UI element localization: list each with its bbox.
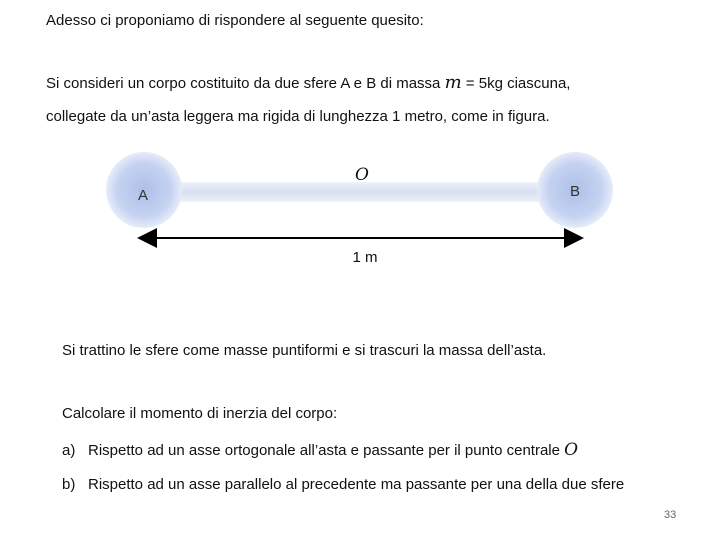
simplification-note: Si trattino le sfere come masse puntiformi e si trascuri la massa dell’asta. [62, 342, 547, 359]
slide-heading: Adesso ci proponiamo di rispondere al seguente quesito: [46, 12, 424, 29]
item-b-text: Rispetto ad un asse parallelo al precedente ma passante per una della due sfere [88, 476, 625, 493]
problem-intro-line2: collegate da un’asta leggera ma rigida di lunghezza 1 metro, come in figura. [46, 108, 550, 125]
center-point-label: O [355, 165, 369, 185]
question-item-b [62, 476, 624, 493]
page-number: 33 [664, 509, 677, 521]
length-label: 1 m [352, 249, 378, 266]
mass-symbol: m [444, 72, 462, 93]
task-statement: Calcolare il momento di inerzia del corpo: [62, 405, 338, 422]
sphere-b-label: B [569, 183, 581, 200]
sphere-a-label: A [137, 187, 149, 204]
item-a-marker: a) [62, 442, 76, 459]
intro-text-after: = 5kg ciascuna, [461, 75, 571, 92]
item-b-marker: b) [62, 476, 76, 493]
item-a-text: Rispetto ad un asse ortogonale all’asta e passante per il punto centrale [88, 442, 565, 459]
rigid-rod [170, 182, 550, 202]
intro-text-before: Si consideri un corpo costituito da due sfere A e B di massa [46, 75, 445, 92]
question-item-a [62, 440, 578, 460]
center-point-symbol: O [564, 440, 579, 460]
